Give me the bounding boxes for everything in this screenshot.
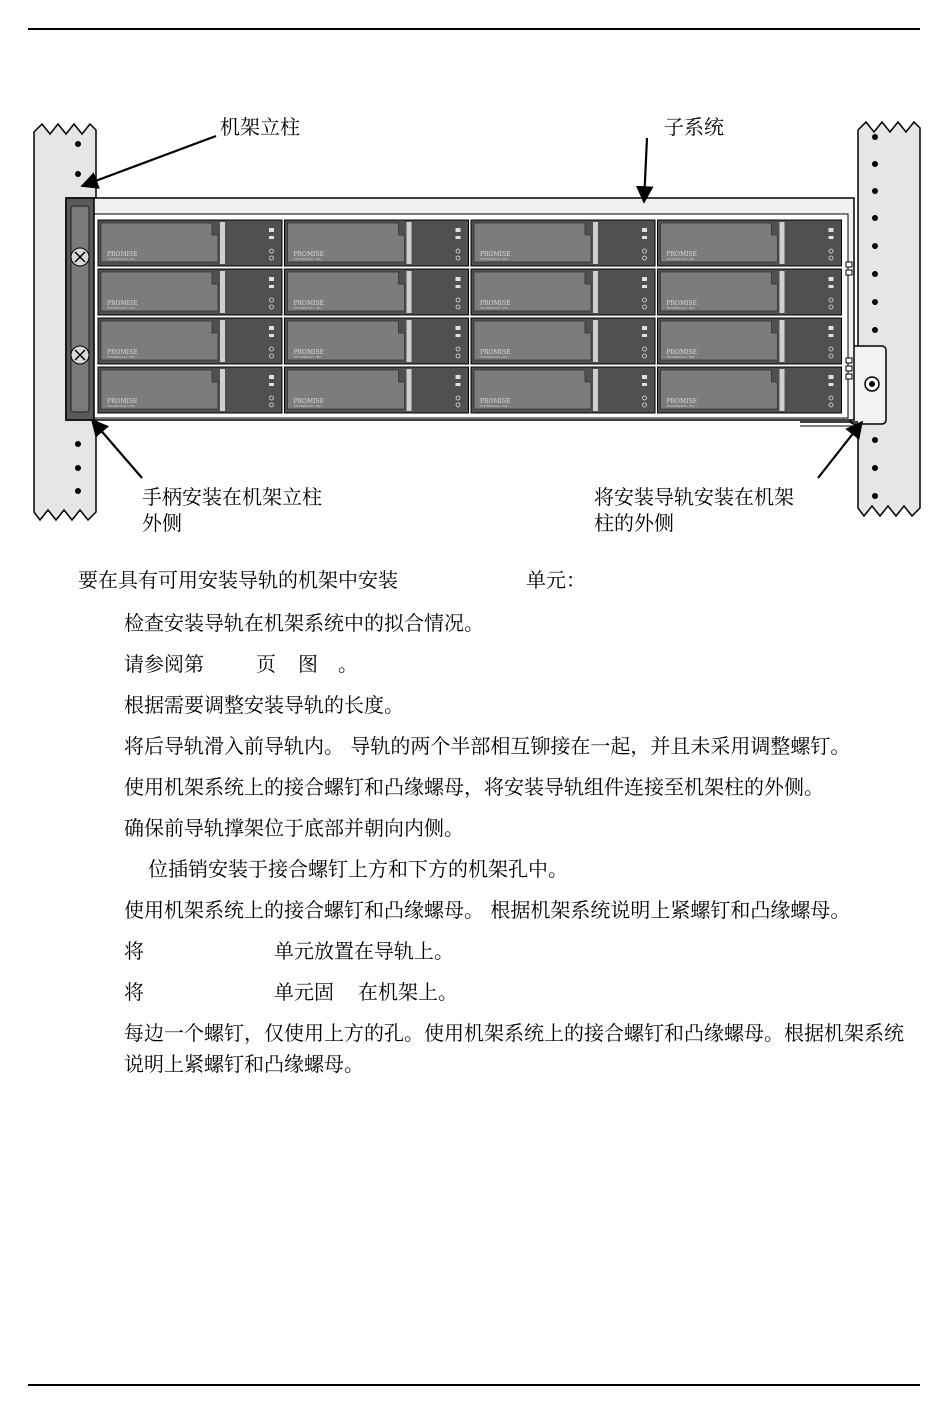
step-10 [124,977,914,1008]
drive-logo-subtext: TECHNOLOGY, INC. [107,306,136,310]
drive-logo-text: PROMISE [480,349,511,356]
drive-carrier [471,269,655,315]
step-5: 使用机架系统上的接合螺钉和凸缘螺母，将安装导轨组件连接至机架柱的外侧。 [124,775,824,799]
drive-logo-subtext: TECHNOLOGY, INC. [107,404,136,408]
step-7 [124,854,914,885]
step-2-a: 请参阅第 [124,652,204,676]
drive-logo-subtext: TECHNOLOGY, INC. [480,355,509,359]
drive-logo-text: PROMISE [107,398,138,405]
step-9 [124,936,914,967]
callout-handle-outside [142,484,322,536]
drive-logo-text: PROMISE [293,398,324,405]
bottom-rule [28,1384,920,1386]
drive-carrier [658,220,842,266]
callout-rail-outside [594,484,794,536]
arrow-subsystem [644,138,647,202]
drive-logo-subtext: TECHNOLOGY, INC. [293,306,323,310]
drive-logo-text: PROMISE [666,300,697,307]
drive-logo-subtext: TECHNOLOGY, INC. [666,404,696,408]
intro-part-a: 要在具有可用安装导轨的机架中安装 [78,568,398,592]
drive-logo-subtext: TECHNOLOGY, INC. [107,257,136,261]
callout-subsystem: 子系统 [664,115,724,139]
drive-carrier [98,220,282,266]
drive-logo-text: PROMISE [107,251,138,258]
drive-logo-text: PROMISE [107,300,138,307]
step-2 [124,649,914,680]
step-4: 将后导轨滑入前导轨内。 导轨的两个半部相互铆接在一起，并且未采用调整螺钉。 [124,734,851,758]
step-11: 每边一个螺钉，仅使用上方的孔。使用机架系统上的接合螺钉和凸缘螺母。根据机架系统说明上紧螺钉和凸缘螺母。 [124,1021,904,1076]
drive-carrier [98,367,282,413]
drive-carrier [658,367,842,413]
intro-part-b: 单元： [526,568,586,592]
step-10-b: 单元固 [274,980,334,1004]
step-2-c: 图 [298,652,318,676]
arrow-rail [818,422,862,478]
drive-logo-subtext: TECHNOLOGY, INC. [666,257,696,261]
step-8: 使用机架系统上的接合螺钉和凸缘螺母。 根据机架系统说明上紧螺钉和凸缘螺母。 [124,898,851,922]
step-2-d: 。 [338,652,358,676]
step-7-text: 位插销安装于接合螺钉上方和下方的机架孔中。 [148,857,568,881]
drive-logo-subtext: TECHNOLOGY, INC. [293,257,323,261]
drive-carrier [658,269,842,315]
drive-logo-text: PROMISE [480,300,511,307]
installation-steps [124,608,914,1090]
step-6: 确保前导轨撑架位于底部并朝向内侧。 [124,816,464,840]
step-10-c: 在机架上。 [358,980,458,1004]
right-rack-post [858,122,920,516]
drive-logo-text: PROMISE [293,300,324,307]
drive-carrier [98,269,282,315]
callout-handle-line2: 外侧 [142,511,182,535]
callout-rail-line1: 将安装导轨安装在机架 [594,485,794,509]
drive-carrier [285,367,469,413]
drive-logo-subtext: TECHNOLOGY, INC. [666,355,696,359]
drive-logo-subtext: TECHNOLOGY, INC. [293,404,323,408]
drive-logo-subtext: TECHNOLOGY, INC. [480,257,509,261]
drive-logo-subtext: TECHNOLOGY, INC. [293,355,323,359]
step-2-b: 页 [256,652,276,676]
drive-carrier [285,318,469,364]
drive-carrier [98,318,282,364]
drive-logo-text: PROMISE [666,349,697,356]
drive-carrier [471,220,655,266]
step-1: 检查安装导轨在机架系统中的拟合情况。 [124,611,484,635]
drive-carrier [658,318,842,364]
arrow-rack-post [82,136,216,186]
drive-logo-text: PROMISE [293,251,324,258]
drive-carrier [471,318,655,364]
step-9-b: 单元放置在导轨上。 [274,939,454,963]
rack-mount-diagram [0,100,950,540]
callout-rack-post: 机架立柱 [220,115,300,139]
callout-rail-line2: 柱的外侧 [594,511,674,535]
drive-carrier [285,220,469,266]
drive-logo-subtext: TECHNOLOGY, INC. [480,306,509,310]
top-rule [28,28,920,30]
intro-text [78,566,586,594]
callout-handle-line1: 手柄安装在机架立柱 [142,485,322,509]
drive-logo-text: PROMISE [107,349,138,356]
drive-carrier [285,269,469,315]
step-10-a: 将 [124,980,144,1004]
step-9-a: 将 [124,939,144,963]
drive-logo-subtext: TECHNOLOGY, INC. [107,355,136,359]
drive-carrier [471,367,655,413]
drive-logo-text: PROMISE [293,349,324,356]
drive-logo-text: PROMISE [480,251,511,258]
drive-logo-subtext: TECHNOLOGY, INC. [666,306,696,310]
drive-logo-text: PROMISE [666,251,697,258]
drive-logo-text: PROMISE [666,398,697,405]
arrow-handle [92,420,142,478]
step-3: 根据需要调整安装导轨的长度。 [124,693,404,717]
drive-logo-subtext: TECHNOLOGY, INC. [480,404,509,408]
drive-logo-text: PROMISE [480,398,511,405]
